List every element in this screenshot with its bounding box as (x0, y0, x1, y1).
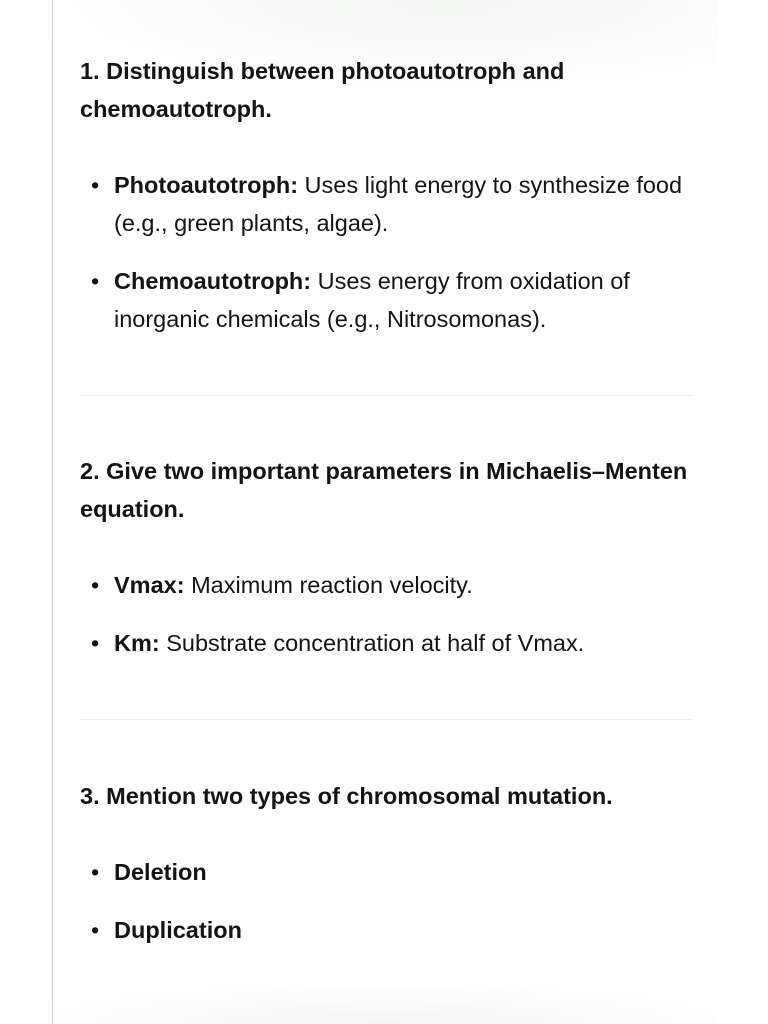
answer-item-photoautotroph (80, 166, 692, 242)
answer-item-chemoautotroph (80, 262, 692, 338)
answer-term: Deletion (114, 859, 207, 885)
bullet-icon: • (91, 859, 100, 885)
answer-term: Duplication (114, 917, 242, 943)
qa-section-2 (80, 452, 692, 662)
answer-item-duplication (80, 911, 692, 949)
answer-item-vmax (80, 566, 692, 604)
answer-term: Chemoautotroph: (114, 268, 312, 294)
answer-text: Uses light energy to synthesize food (e.g., green plants, algae). (114, 172, 683, 236)
answer-term: Km: (114, 630, 160, 656)
answer-list-2 (80, 566, 692, 662)
answer-list-1 (80, 166, 692, 338)
question-3: 3. Mention two types of chromosomal mutation. (80, 783, 613, 809)
bullet-icon: • (91, 630, 100, 656)
left-border (52, 0, 53, 1024)
bottom-background-shade (53, 985, 717, 1024)
section-divider (80, 395, 692, 396)
answer-term: Photoautotroph: (114, 172, 299, 198)
bullet-icon: • (91, 917, 100, 943)
qa-section-1 (80, 52, 692, 338)
answer-text: Maximum reaction velocity. (184, 572, 473, 598)
qa-content (80, 52, 692, 949)
answer-item-km (80, 624, 692, 662)
answer-term: Vmax: (114, 572, 185, 598)
bullet-icon: • (91, 172, 100, 198)
question-2: 2. Give two important parameters in Michaelis–Menten equation. (80, 458, 688, 522)
answer-text: Uses energy from oxidation of inorganic chemicals (e.g., Nitrosomonas). (114, 268, 630, 332)
bullet-icon: • (91, 572, 100, 598)
answer-list-3 (80, 853, 692, 949)
answer-item-deletion (80, 853, 692, 891)
bullet-icon: • (91, 268, 100, 294)
qa-section-3 (80, 777, 692, 949)
answer-text: Substrate concentration at half of Vmax. (159, 630, 585, 656)
section-divider (80, 719, 692, 720)
question-1: 1. Distinguish between photoautotroph and chemoautotroph. (80, 58, 565, 122)
